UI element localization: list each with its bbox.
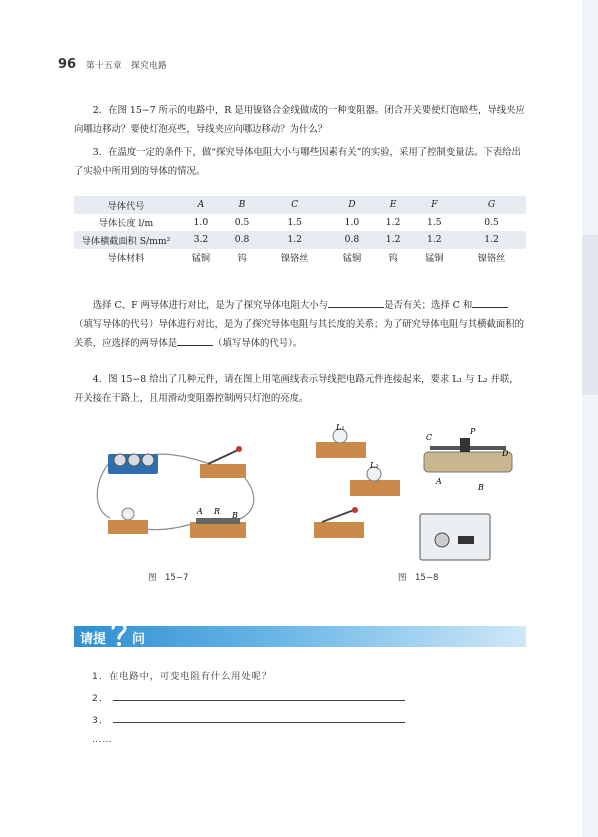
- table-row-label: 导体长度 l/m: [74, 214, 178, 232]
- table-cell: 镍铬丝: [260, 249, 329, 267]
- answer-blank[interactable]: [472, 298, 508, 308]
- q3-text-3: （填写导体的代号）导体进行对比，是为了探究导体电阻与其长度的关系；为了研究导体电阻与其横截面积的关系，应选择的两导体是: [74, 319, 525, 349]
- table-cell: 1.2: [375, 214, 411, 232]
- slide-rheostat-icon: [424, 438, 512, 472]
- table-cell: 锰铜: [411, 249, 457, 267]
- page-header: [58, 57, 167, 73]
- q3-text-2: 是否有关；选择 C 和: [384, 300, 473, 311]
- table-code: E: [375, 196, 411, 214]
- table-cell: 钨: [375, 249, 411, 267]
- ask-item-number: 2．: [92, 693, 110, 704]
- table-cell: 1.2: [375, 231, 411, 249]
- ask-title-left: 请提: [80, 632, 107, 647]
- table-row-label: 导体横截面积 S/mm²: [74, 231, 178, 249]
- table-cell: 1.5: [260, 214, 329, 232]
- conductor-table: [74, 196, 526, 266]
- table-cell: 钨: [224, 249, 260, 267]
- switch-icon: [200, 446, 246, 478]
- table-cell: 1.0: [178, 214, 224, 232]
- ask-question-title: [80, 628, 145, 647]
- label-L2: L₂: [370, 461, 379, 470]
- table-row-label: 导体代号: [74, 196, 178, 214]
- table-cell: 0.8: [329, 231, 375, 249]
- answer-blank[interactable]: [328, 298, 384, 308]
- bulb-icon: [108, 508, 148, 534]
- table-cell: 1.5: [411, 214, 457, 232]
- figure-15-7-caption: 图 15−7: [148, 573, 189, 583]
- table-cell: 1.2: [411, 231, 457, 249]
- ask-item-number: 3．: [92, 715, 110, 726]
- q3-text-4: （填写导体的代号）。: [213, 338, 303, 349]
- table-cell: 1.0: [329, 214, 375, 232]
- ask-ellipsis: ……: [92, 734, 113, 745]
- switch-icon: [314, 507, 364, 538]
- answer-line[interactable]: [113, 690, 405, 701]
- label-B: B: [232, 511, 238, 520]
- label-B: B: [478, 483, 484, 492]
- table-cell: 1.2: [457, 231, 526, 249]
- table-row: [74, 231, 526, 249]
- table-cell: 0.5: [457, 214, 526, 232]
- question-3: 3．在温度一定的条件下，做“探究导体电阻大小与哪些因素有关”的实验，采用了控制变量法。下表给出了实验中所用到的导体的情况。: [74, 147, 521, 177]
- figure-15-8-components: [310, 422, 525, 564]
- q3-text-1: 选择 C、F 两导体进行对比，是为了探究导体电阻大小与: [92, 300, 329, 311]
- question-3-continuation: [74, 296, 526, 353]
- table-code: D: [329, 196, 375, 214]
- ask-item-2: [92, 690, 405, 704]
- table-header-row: [74, 196, 526, 214]
- table-row-label: 导体材料: [74, 249, 178, 267]
- ask-item-3: [92, 712, 405, 726]
- page-number: 96: [58, 57, 77, 72]
- label-D: D: [502, 449, 509, 458]
- table-code: F: [411, 196, 457, 214]
- rheostat-icon: [190, 518, 246, 538]
- table-cell: 0.5: [224, 214, 260, 232]
- bulb-l1-icon: [316, 429, 366, 458]
- label-P: P: [470, 427, 476, 436]
- table-code: A: [178, 196, 224, 214]
- table-cell: 3.2: [178, 231, 224, 249]
- battery-box-icon: [108, 454, 158, 474]
- power-supply-icon: [420, 514, 490, 560]
- label-C: C: [426, 433, 433, 442]
- table-code: B: [224, 196, 260, 214]
- label-R: R: [214, 507, 221, 516]
- label-A: A: [436, 477, 442, 486]
- answer-line[interactable]: [113, 712, 405, 723]
- label-A: A: [197, 507, 203, 516]
- question-4: 4．图 15−8 给出了几种元件，请在图上用笔画线表示导线把电路元件连接起来，要求 L₁ 与 L₂ 并联，开关接在干路上，且用滑动变阻器控制两只灯泡的亮度。: [74, 374, 519, 404]
- table-cell: 0.8: [224, 231, 260, 249]
- label-L1: L₁: [336, 423, 345, 432]
- figure-15-7-circuit: [88, 440, 270, 558]
- question-2: 2．在图 15−7 所示的电路中，R 是用镍铬合金线做成的一种变阻器。闭合开关要使灯泡暗些，导线夹应向哪边移动？要使灯泡亮些，导线夹应向哪边移动？为什么？: [74, 105, 525, 135]
- table-cell: 锰铜: [178, 249, 224, 267]
- table-cell: 镍铬丝: [457, 249, 526, 267]
- table-cell: 锰铜: [329, 249, 375, 267]
- table-row: [74, 214, 526, 232]
- bulb-l2-icon: [350, 467, 400, 496]
- chapter-title: 第十五章 探究电路: [86, 61, 168, 71]
- answer-blank[interactable]: [177, 336, 213, 346]
- page-edge-strip: [582, 0, 598, 837]
- table-code: C: [260, 196, 329, 214]
- figure-15-8-caption: 图 15−8: [398, 573, 439, 583]
- table-row: [74, 249, 526, 267]
- table-cell: 1.2: [260, 231, 329, 249]
- ask-title-right: 问: [132, 632, 146, 647]
- ask-item-1: 1．在电路中，可变电阻有什么用处呢？: [92, 671, 273, 682]
- table-code: G: [457, 196, 526, 214]
- question-mark-icon: [108, 619, 130, 647]
